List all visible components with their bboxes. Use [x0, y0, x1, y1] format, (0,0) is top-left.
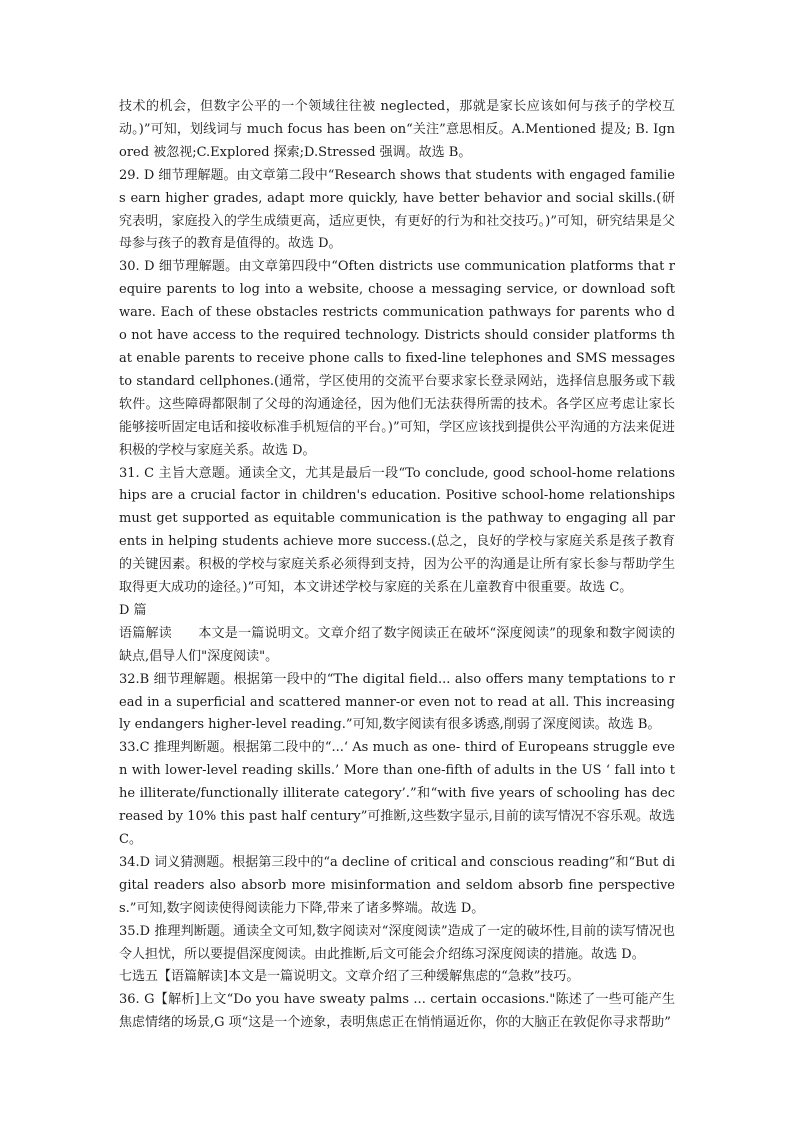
paragraph-q32: 32.B 细节理解题。根据第一段中的“The digital field... also offers many temptations to read in a superficial and scattered manner-or even not to read at all. This increasingly endangers higher-level reading.”可知,数字阅读有很多诱惑,削弱了深度阅读。故选 B。 — [119, 671, 675, 733]
paragraph-q35: 35.D 推理判断题。通读全文可知,数字阅读对“深度阅读”造成了一定的破坏性,目前的读写情况也令人担忧，所以要提倡深度阅读。由此推断,后文可能会介绍练习深度阅读的措施。故选 D。 — [119, 923, 675, 962]
answer-key-page — [119, 96, 675, 1035]
paragraph-q29: 29. D 细节理解题。由文章第二段中“Research shows that students with engaged families earn higher grades, adapt more quickly, have better behavior and social skills.(研究表明，家庭投入的学生成绩更高，适应更快，有更好的行为和社交技巧。)”可知，研究结果是父母参与孩子的教育是值得的。故选 D。 — [119, 167, 675, 252]
paragraph-passage-d-summary: 语篇解读 本文是一篇说明文。文章介绍了数字阅读正在破坏“深度阅读”的现象和数字阅读的缺点,倡导人们"深度阅读"。 — [119, 625, 675, 664]
paragraph-q34: 34.D 词义猜测题。根据第三段中的“a decline of critical and conscious reading”和“But digital readers also absorb more misinformation and seldom absorb fine perspectives.”可知,数字阅读使得阅读能力下降,带来了诸多弊端。故选 D。 — [119, 854, 675, 916]
paragraph-q31: 31. C 主旨大意题。通读全文，尤其是最后一段“To conclude, good school-home relationships are a crucial factor in children's education. Positive school-home relationships must get supported as equitable communication is the pathway to engaging all parents in helping students achieve more success.(总之，良好的学校与家庭关系是孩子教育的关键因素。积极的学校与家庭关系必须得到支持，因为公平的沟通是让所有家长参与帮助学生取得更大成功的途径。)”可知，本文讲述学校与家庭的关系在儿童教育中很重要。故选 C。 — [119, 465, 675, 596]
paragraph-q30: 30. D 细节理解题。由文章第四段中“Often districts use communication platforms that require parents to log into a website, choose a messaging service, or download software. Each of these obstacles restricts communication pathways for parents who do not have access to the required technology. Districts should consider platforms that enable parents to receive phone calls to fixed-line telephones and SMS messages to standard cellphones.(通常，学区使用的交流平台要求家长登录网站，选择信息服务或下载软件。这些障碍都限制了父母的沟通途径，因为他们无法获得所需的技术。各学区应考虑让家长能够接听固定电话和接收标准手机短信的平台。)”可知，学区应该找到提供公平沟通的方法来促进积极的学校与家庭关系。故选 D。 — [119, 259, 675, 458]
paragraph-q36: 36. G【解析]上文“Do you have sweaty palms ... certain occasions."陈述了一些可能产生焦虑情绪的场景,G 项“这是一个迹象，表明焦虑正在悄悄逼近你，你的大脑正在敦促你寻求帮助” — [119, 992, 675, 1031]
paragraph-q28-continued: 技术的机会，但数字公平的一个领域往往被 neglected，那就是家长应该如何与孩子的学校互动。)”可知，划线词与 much focus has been on“关注”意思相反。A.Mentioned 提及; B. Ignored 被忽视;C.Explored 探索;D.Stressed 强调。故选 B。 — [119, 99, 675, 160]
paragraph-seven-choose-five-summary: 七选五【语篇解读]本文是一篇说明文。文章介绍了三种缓解焦虑的“急救”技巧。 — [119, 969, 580, 985]
section-heading-d: D 篇 — [119, 602, 147, 618]
paragraph-q33: 33.C 推理判断题。根据第二段中的“...‘ As much as one- third of Europeans struggle even with lower-level reading skills.’ More than one-fifth of adults in the US ‘ fall into the illiterate/functionally illiterate category’.”和“with five years of schooling has decreased by 10% this past half century”可推断,这些数字显示,目前的读写情况不容乐观。故选 C。 — [119, 740, 675, 847]
